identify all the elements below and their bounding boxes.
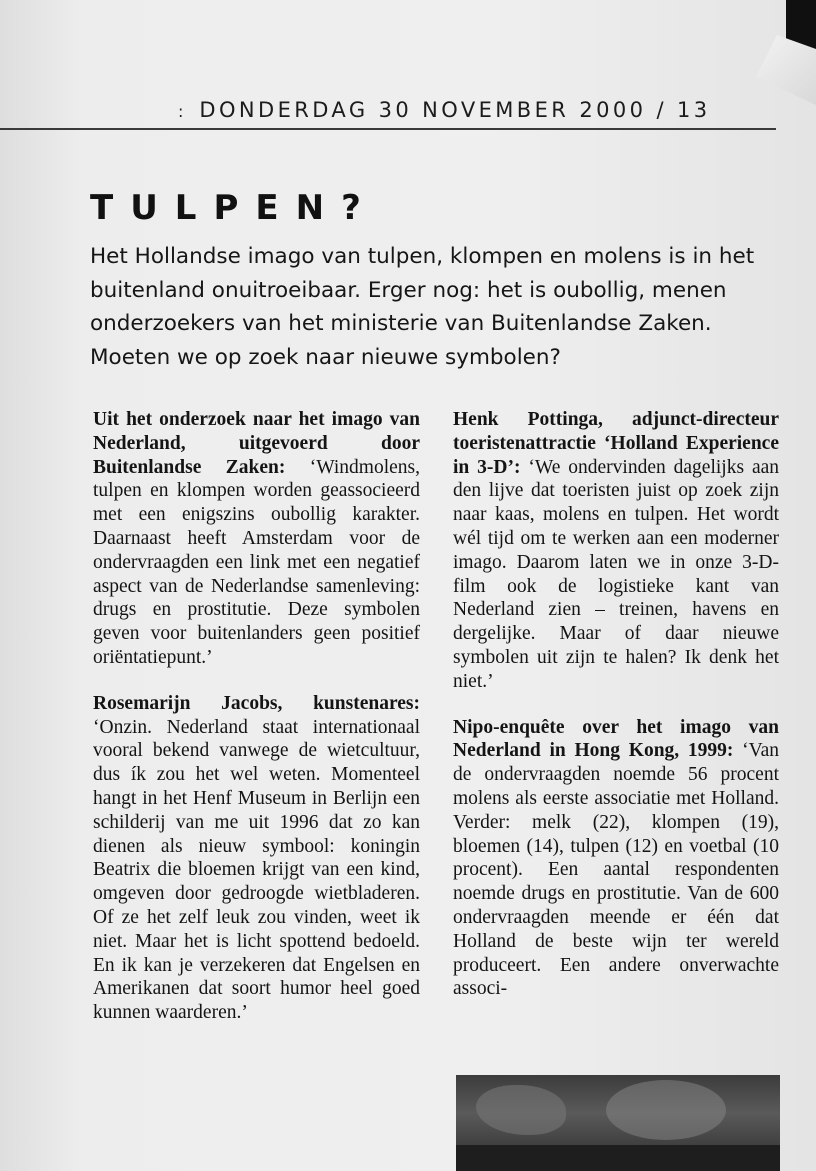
quote-paragraph xyxy=(453,716,779,1002)
column-right xyxy=(453,408,779,1023)
quote-text: ‘Van de ondervraagden noemde 56 procent molens als eerste associatie met Holland. Verder: melk (22), klompen (19), bloemen (14), tulpen (12) en voetbal (10 procent). Een aantal respondenten noemde drugs en prostitutie. Van de 600 ondervraagden meende er één dat Holland de beste wijn ter wereld produceert. Een andere onverwachte associ- xyxy=(453,740,779,1000)
article-intro xyxy=(90,240,790,374)
quote-text: ‘We ondervinden dagelijks aan den lijve dat toeristen juist op zoek zijn naar kaas, molens en tulpen. Het wordt wél tijd om te werken aan een moderner imago. Daarom laten we in onze 3-D-film ook de logistieke kant van Nederland zien – treinen, havens en dergelijke. Maar of daar nieuwe symbolen uit zijn te halen? Ik denk het niet.’ xyxy=(453,456,780,692)
quote-paragraph xyxy=(93,408,420,670)
intro-line: onderzoekers van het ministerie van Buitenlandse Zaken. xyxy=(90,311,712,336)
quote-text: ‘Windmolens, tulpen en klompen worden geassocieerd met een enigszins oubollig karakter. Daarnaast heeft Amsterdam voor de ondervraagden een link met een negatief aspect van de Nederlandse samenleving: drugs en prostitutie. Deze symbolen geven voor buitenlanders geen positief oriëntatiepunt.’ xyxy=(93,456,420,668)
header-rule xyxy=(0,128,776,130)
quote-lead: Henk Pottinga, adjunct-directeur toeristenattractie ‘Holland Experience in 3-D’: xyxy=(453,409,779,478)
dateline-dot: : xyxy=(178,102,184,121)
intro-line: Het Hollandse imago van tulpen, klompen en molens is in het xyxy=(90,244,755,269)
photo-detail xyxy=(456,1145,780,1171)
article-photo xyxy=(456,1075,780,1171)
article-title: TULPEN? xyxy=(90,188,378,228)
quote-paragraph xyxy=(93,692,420,1025)
column-left xyxy=(93,408,420,1047)
intro-line: buitenland onuitroeibaar. Erger nog: het is oubollig, menen xyxy=(90,277,727,303)
quote-lead: Nipo-enquête over het imago van Nederland in Hong Kong, 1999: xyxy=(453,716,779,762)
dateline xyxy=(178,98,778,122)
intro-line: Moeten we op zoek naar nieuwe symbolen? xyxy=(90,344,561,370)
quote-text: ‘Onzin. Nederland staat internationaal vooral bekend vanwege de wietcultuur, dus ík zou het wel weten. Momenteel hangt in het Henf Museum in Berlijn een schilderij van me uit 1996 dat zo kan dienen als nieuw symbool: koningin Beatrix die bloemen krijgt van een kind, omgeven door gedroogde wietbladeren. Of ze het zelf leuk zou vinden, weet ik niet. Maar het is licht spottend bedoeld. En ik kan je verzekeren dat Engelsen en Amerikanen dat soort humor heel goed kunnen waarderen.’ xyxy=(93,716,420,1024)
photo-detail xyxy=(606,1080,726,1140)
page-number: 13 xyxy=(677,98,711,122)
quote-lead: Uit het onderzoek naar het imago van Nederland, uitgevoerd door Buitenlandse Zaken: xyxy=(93,409,420,478)
quote-paragraph xyxy=(453,408,779,694)
quote-lead: Rosemarijn Jacobs, kunstenares: xyxy=(93,692,420,714)
dateline-date: DONDERDAG 30 NOVEMBER 2000 xyxy=(199,98,647,122)
dateline-separator: / xyxy=(656,98,667,122)
photo-detail xyxy=(476,1085,566,1135)
